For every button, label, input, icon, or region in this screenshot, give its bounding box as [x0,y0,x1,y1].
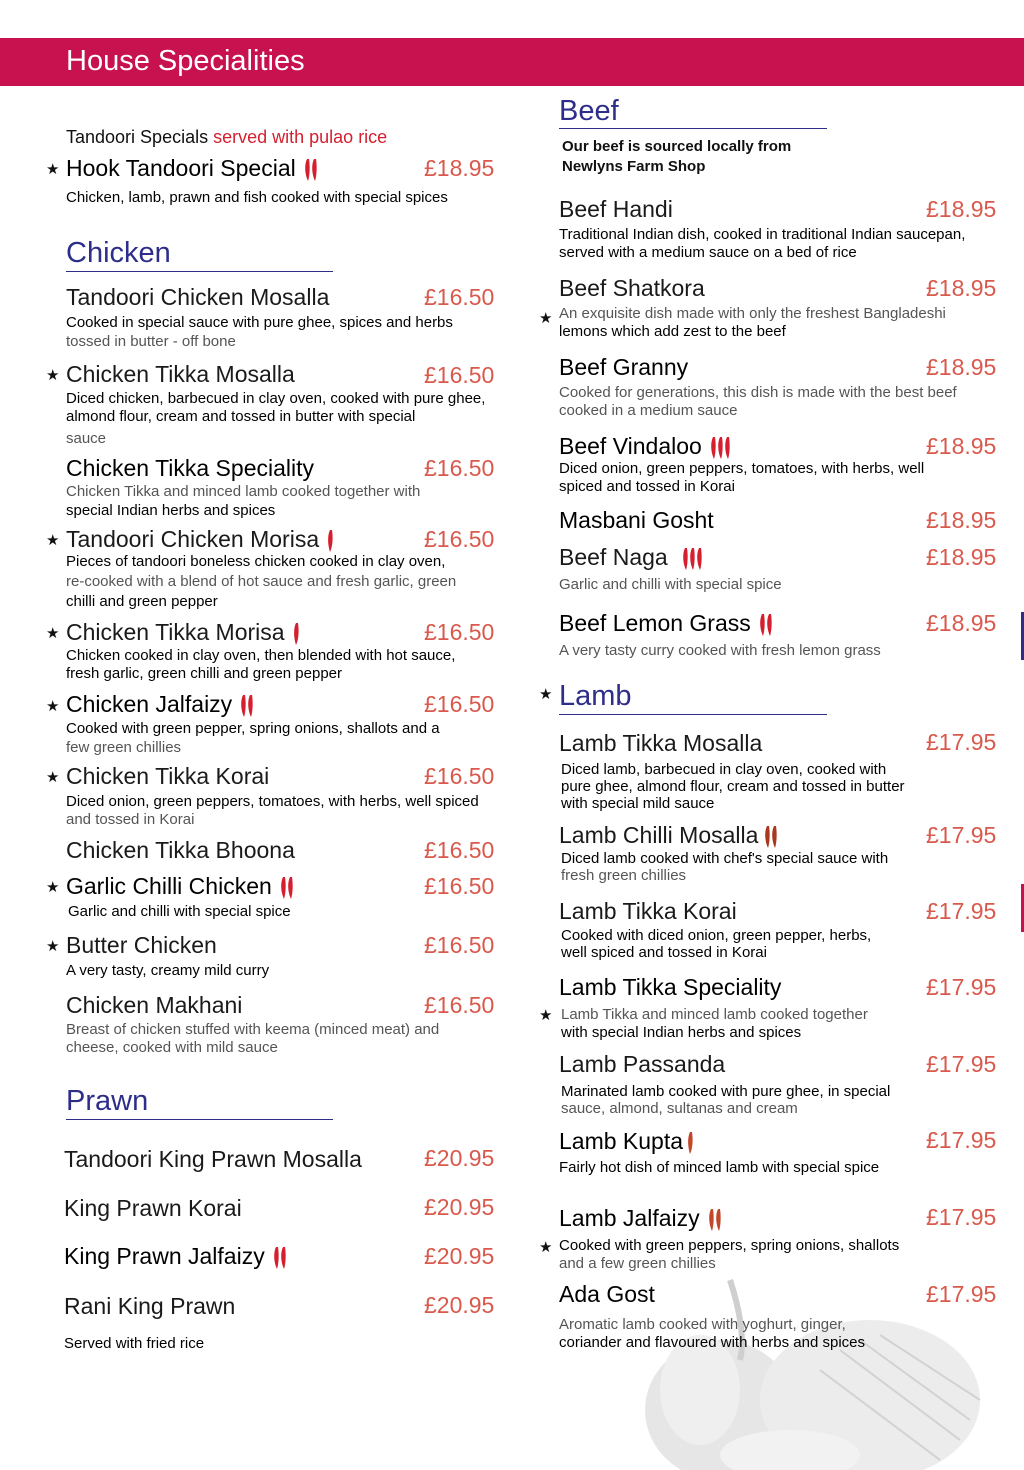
menu-item-name: Chicken Tikka Korai [66,763,270,789]
menu-item-name: Beef Granny [559,354,689,380]
menu-item-name: Chicken Jalfaizy [66,690,256,719]
star-icon: ★ [46,879,60,896]
chili-icon [278,875,296,901]
chili-icon [706,1207,724,1233]
menu-item-name: Garlic Chilli Chicken [66,872,296,901]
menu-item-desc: Chicken cooked in clay oven, then blended with hot sauce, fresh garlic, green chilli and green pepper [66,647,456,682]
menu-item-desc: An exquisite dish made with only the freshest Bangladeshi [559,305,946,322]
menu-item-price: £16.50 [424,284,495,310]
chili-icon [680,546,706,572]
tandoori-intro-highlight: served with pulao rice [213,127,388,147]
menu-item-price: £18.95 [926,433,997,459]
chili-icon [291,621,301,647]
menu-item-desc: Fairly hot dish of minced lamb with special spice [559,1159,880,1176]
star-icon: ★ [539,1007,553,1024]
menu-item-desc: few green chillies [66,739,182,756]
menu-item-price: £16.50 [424,932,495,958]
chili-icon [685,1130,695,1156]
menu-item-name: Ada Gost [559,1281,655,1307]
menu-item-name: Chicken Tikka Speciality [66,455,314,481]
menu-item-desc: re-cooked with a blend of hot sauce and fresh garlic, green [66,573,457,590]
menu-item-price: £17.95 [926,822,997,848]
menu-item-name: Lamb Tikka Korai [559,898,737,924]
menu-item-price: £16.50 [424,362,495,388]
menu-item-desc: Diced onion, green peppers, tomatoes, with herbs, well spiced and tossed in Korai [559,460,925,495]
menu-item-name: Masbani Gosht [559,507,714,533]
star-icon: ★ [539,310,553,327]
menu-item-name: Butter Chicken [66,932,217,958]
menu-item-name: Chicken Tikka Morisa [66,618,301,647]
menu-item-price: £17.95 [926,1051,997,1077]
menu-item-name: Beef Naga [559,543,706,572]
star-icon: ★ [46,625,60,642]
menu-item-name: Rani King Prawn [64,1293,236,1319]
menu-item-price: £18.95 [926,354,997,380]
star-icon: ★ [46,367,60,384]
menu-item-desc: Cooked for generations, this dish is made with the best beef cooked in a medium sauce [559,384,957,419]
menu-item-price: £16.50 [424,837,495,863]
menu-item-price: £16.50 [424,873,495,899]
menu-item-desc: Diced lamb cooked with chef's special sauce with [561,850,889,867]
menu-item-price: £18.95 [926,610,997,636]
menu-item-price: £17.95 [926,1127,997,1153]
menu-item-name: Beef Lemon Grass [559,609,775,638]
menu-item-desc: Aromatic lamb cooked with yoghurt, ginger, [559,1316,846,1333]
star-icon: ★ [46,532,60,549]
menu-item-price: £18.95 [926,275,997,301]
menu-item-name: Beef Handi [559,196,673,222]
section-title-prawn: Prawn [66,1085,149,1117]
section-title-beef: Beef [559,95,619,127]
menu-item-price: £18.95 [926,196,997,222]
menu-item-name: King Prawn Korai [64,1195,242,1221]
menu-item-desc: with special Indian herbs and spices [561,1024,802,1041]
chili-icon [757,612,775,638]
menu-item-name: Tandoori King Prawn Mosalla [64,1146,362,1172]
menu-item-price: £16.50 [424,691,495,717]
section-divider [66,1119,333,1120]
section-divider [66,271,333,272]
star-icon: ★ [46,769,60,786]
prawn-footer-note: Served with fried rice [64,1335,205,1352]
menu-item-name: King Prawn Jalfaizy [64,1242,289,1271]
menu-item-name: Lamb Jalfaizy [559,1204,724,1233]
menu-item-desc: Breast of chicken stuffed with keema (minced meat) and cheese, cooked with mild sauce [66,1021,440,1056]
section-title-chicken: Chicken [66,237,171,269]
menu-item-price: £20.95 [424,1145,495,1171]
menu-item-price: £17.95 [926,729,997,755]
menu-item-desc: Marinated lamb cooked with pure ghee, in special [561,1083,891,1100]
tandoori-intro [66,126,387,148]
menu-item-name: Beef Shatkora [559,275,705,301]
star-icon: ★ [539,686,553,703]
beef-sourcing-note: Our beef is sourced locally from Newlyns Farm Shop [562,138,792,175]
menu-item-name: Lamb Tikka Speciality [559,974,782,1000]
chili-icon [238,693,256,719]
section-divider [559,714,827,715]
menu-item-price: £16.50 [424,619,495,645]
menu-item-desc: Cooked with green pepper, spring onions, shallots and a [66,720,440,737]
menu-item-desc: fresh green chillies [561,867,687,884]
menu-item-desc: Diced onion, green peppers, tomatoes, with herbs, well spiced [66,793,479,810]
section-title-lamb: Lamb [559,680,632,712]
menu-item-name: Tandoori Chicken Mosalla [66,284,330,310]
chili-icon [271,1245,289,1271]
menu-item-price: £16.50 [424,455,495,481]
menu-item-desc: sauce, almond, sultanas and cream [561,1100,798,1117]
section-divider [559,128,827,129]
chili-icon [762,824,780,850]
chili-icon [302,157,320,183]
menu-item-desc: tossed in butter - off bone [66,333,236,350]
menu-item-desc: Chicken Tikka and minced lamb cooked together with [66,483,421,500]
menu-item-desc: Diced lamb, barbecued in clay oven, cooked with pure ghee, almond flour, cream and tossed in butter with special mild sauce [561,761,905,812]
menu-item-desc: Garlic and chilli with special spice [68,903,291,920]
menu-item-name: Hook Tandoori Special [66,154,320,183]
menu-item-price: £20.95 [424,1243,495,1269]
star-icon: ★ [46,161,60,178]
menu-item-price: £17.95 [926,898,997,924]
menu-item-name: Lamb Passanda [559,1051,726,1077]
menu-item-desc: Cooked with diced onion, green pepper, herbs, well spiced and tossed in Korai [561,927,872,961]
menu-item-name: Chicken Tikka Mosalla [66,361,295,387]
menu-item-name: Lamb Kupta [559,1127,695,1156]
menu-item-desc: A very tasty curry cooked with fresh lemon grass [559,642,881,659]
menu-item-desc: Traditional Indian dish, cooked in traditional Indian saucepan, served with a medium sauce on a bed of rice [559,226,966,261]
menu-item-name: Chicken Makhani [66,992,243,1018]
menu-item-desc: Pieces of tandoori boneless chicken cooked in clay oven, [66,553,446,570]
star-icon: ★ [46,938,60,955]
chili-icon [325,528,335,554]
menu-item-price: £16.50 [424,992,495,1018]
menu-item-name: Lamb Chilli Mosalla [559,821,780,850]
page-title: House Specialities [66,45,305,77]
menu-item-price: £17.95 [926,1204,997,1230]
menu-item-desc: Garlic and chilli with special spice [559,576,782,593]
menu-item-name: Beef Vindaloo [559,432,734,461]
menu-item-desc: and tossed in Korai [66,811,195,828]
menu-item-name: Lamb Tikka Mosalla [559,730,763,756]
menu-item-desc: Lamb Tikka and minced lamb cooked together [561,1006,868,1023]
menu-item-desc: Chicken, lamb, prawn and fish cooked with special spices [66,189,448,206]
menu-item-price: £16.50 [424,526,495,552]
menu-item-price: £17.95 [926,974,997,1000]
menu-item-price: £18.95 [926,544,997,570]
menu-item-desc: special Indian herbs and spices [66,502,276,519]
menu-item-desc: A very tasty, creamy mild curry [66,962,270,979]
star-icon: ★ [46,698,60,715]
menu-item-price: £18.95 [926,507,997,533]
star-icon: ★ [539,1239,553,1256]
menu-item-price: £20.95 [424,1292,495,1318]
menu-item-desc: lemons which add zest to the beef [559,323,786,340]
menu-item-price: £16.50 [424,763,495,789]
menu-item-name: Tandoori Chicken Morisa [66,525,335,554]
menu-item-desc: sauce [66,430,107,447]
menu-item-desc: Diced chicken, barbecued in clay oven, cooked with pure ghee, almond flour, cream and tossed in butter with special [66,390,486,425]
menu-item-price: £17.95 [926,1281,997,1307]
chili-icon [708,435,734,461]
menu-item-desc: chilli and green pepper [66,593,218,610]
menu-item-price: £18.95 [424,155,495,181]
menu-item-desc: Cooked in special sauce with pure ghee, spices and herbs [66,314,453,331]
menu-item-desc: Cooked with green peppers, spring onions, shallots [559,1237,900,1254]
menu-item-name: Chicken Tikka Bhoona [66,837,295,863]
menu-item-desc: and a few green chillies [559,1255,716,1272]
menu-item-price: £20.95 [424,1194,495,1220]
menu-item-desc: coriander and flavoured with herbs and spices [559,1334,866,1351]
tandoori-intro-label: Tandoori Specials [66,127,209,147]
